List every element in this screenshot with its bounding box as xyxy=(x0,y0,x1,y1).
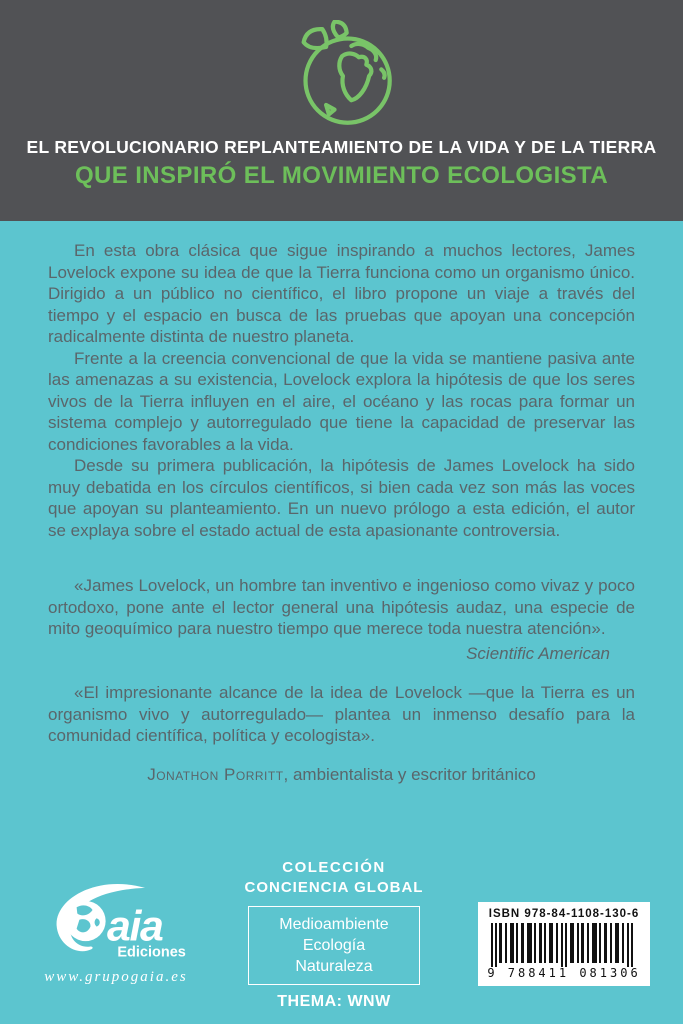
isbn-label: ISBN 978-84-1108-130-6 xyxy=(488,908,640,920)
gaia-globe-swoosh-logo-icon xyxy=(40,878,192,960)
reviewer-name: Jonathon Porritt xyxy=(147,764,284,784)
review-source-2 xyxy=(48,764,635,786)
topic-item: Ecología xyxy=(302,937,366,954)
barcode-bars-icon xyxy=(489,923,639,967)
review-source-1: Scientific American xyxy=(466,643,610,663)
topic-item: Medioambiente xyxy=(279,916,389,933)
barcode xyxy=(478,902,650,986)
synopsis-paragraph-3: Desde su primera publicación, la hipótesis de James Lovelock ha sido muy debatida en los círculos científicos, si bien cada vez son más las voces que apoyan su planteamiento. En un nuevo prólogo a esta edición, el autor se explaya sobre el estado actual de esta apasionante controversia. xyxy=(48,456,635,540)
synopsis-section xyxy=(48,240,635,785)
collection-name: CONCIENCIA GLOBAL xyxy=(244,879,424,896)
publisher-wordmark: aia xyxy=(107,902,163,951)
publisher-subtitle: Ediciones xyxy=(117,944,186,960)
cover-headline: QUE INSPIRÓ EL MOVIMIENTO ECOLOGISTA xyxy=(74,162,609,189)
thema-code: THEMA: WNW xyxy=(277,993,391,1010)
topics-box xyxy=(248,906,420,985)
header-band xyxy=(0,0,683,221)
barcode-digits: 9 788411 081306 xyxy=(487,966,641,980)
topic-item: Naturaleza xyxy=(295,958,373,975)
footer xyxy=(0,844,683,1024)
synopsis-paragraph-1: En esta obra clásica que sigue inspirando a muchos lectores, James Lovelock expone su idea de que la Tierra funciona como un organismo único. Dirigido a un público no científico, el libro propone un viaje a través del tiempo y el espacio en busca de las pruebas que apoyan una concepción radicalmente distinta de nuestro planeta. xyxy=(48,241,635,346)
publisher-logo xyxy=(36,878,196,986)
cover-tagline: EL REVOLUCIONARIO REPLANTEAMIENTO DE LA VIDA Y DE LA TIERRA xyxy=(26,137,657,157)
reviewer-description: , ambientalista y escritor británico xyxy=(283,764,536,784)
synopsis-paragraph-2: Frente a la creencia convencional de que la vida se mantiene pasiva ante las amenazas a su existencia, Lovelock explora la hipótesis de que los seres vivos de la Tierra influyen en el aire, el océano y las rocas para formar un sistema complejo y autorregulado que tiene la capacidad de preservar las condiciones favorables a la vida. xyxy=(48,348,635,454)
review-quote-2: «El impresionante alcance de la idea de Lovelock —que la Tierra es un organismo vivo y autorregulado— plantea un inmenso desafío para la comunidad científica, política y ecologista». xyxy=(48,683,635,745)
earth-with-leaf-icon xyxy=(284,20,400,130)
publisher-website: www.grupogaia.es xyxy=(44,969,188,985)
review-quote-1: «James Lovelock, un hombre tan inventivo e ingenioso como vivaz y poco ortodoxo, pone ante el lector general una hipótesis audaz, una especie de mito geoquímico para nuestro tiempo que merece toda nuestra atención». xyxy=(48,576,635,638)
collection-label: COLECCIÓN xyxy=(282,859,386,876)
collection-info xyxy=(244,858,424,1011)
